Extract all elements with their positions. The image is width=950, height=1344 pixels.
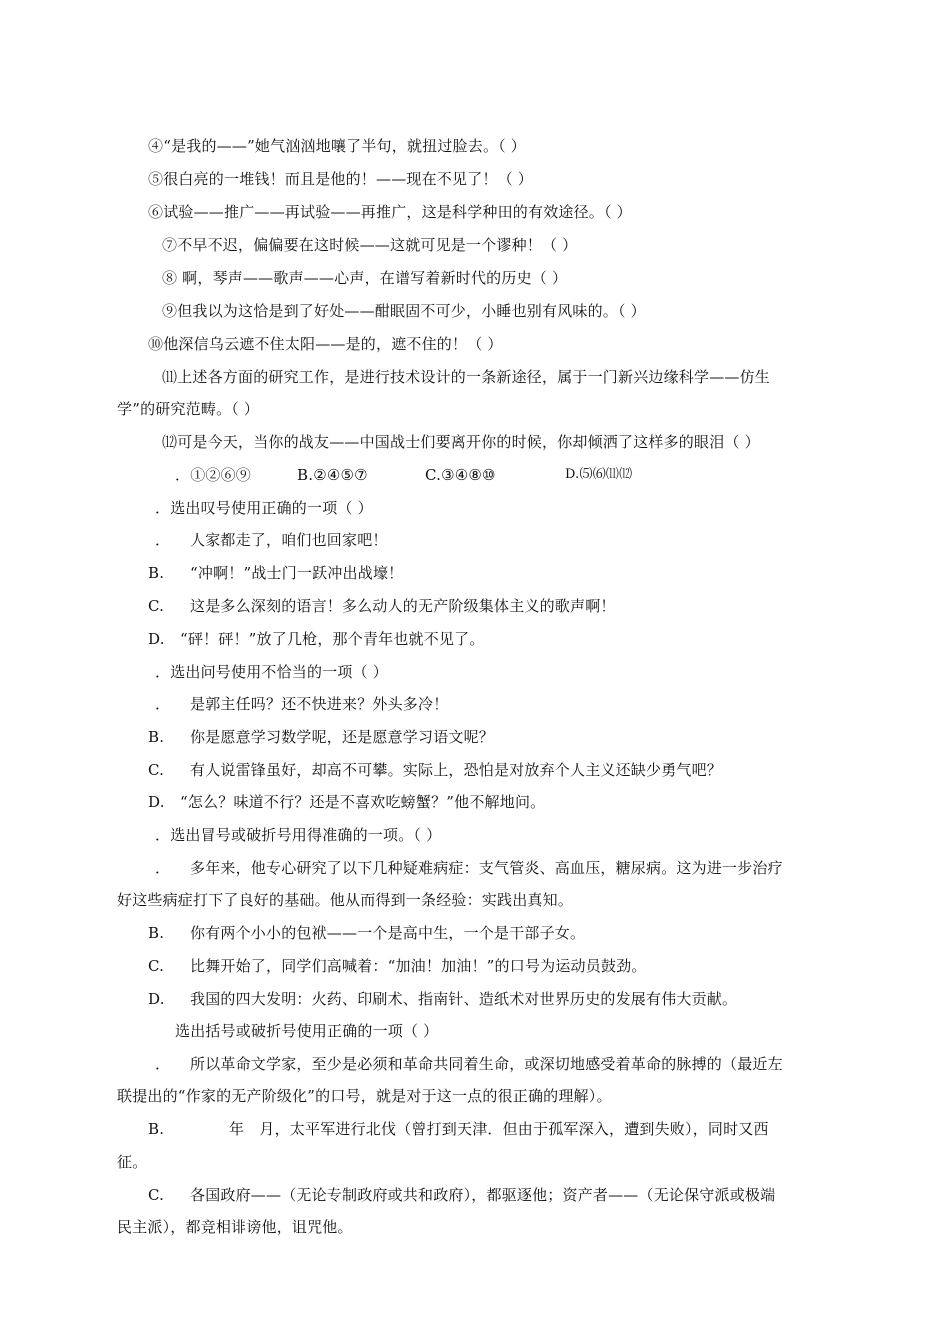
q4-option-d: 我国的四大发明：火药、印刷术、指南针、造纸术对世界历史的发展有伟大贡献。: [190, 990, 738, 1008]
q1-item-11-line2: 学”的研究范畴。（ ）: [117, 400, 260, 418]
q4-option-c: 比舞开始了，同学们高喊着：“加油！加油！”的口号为运动员鼓劲。: [190, 957, 647, 975]
q4-option-a-line2: 好这些病症打下了良好的基础。他从而得到一条经验：实践出真知。: [117, 891, 574, 909]
q2-option-d-label: D.: [148, 630, 165, 648]
q3-option-d: “怎么？味道不行？还是不喜欢吃螃蟹？”他不解地问。: [180, 793, 546, 811]
q5-option-b-label: B.: [148, 1120, 165, 1138]
q3-option-b-label: B.: [148, 728, 165, 746]
q5-option-b-line2: 征。: [117, 1153, 148, 1171]
q2-option-c-label: C.: [148, 597, 165, 615]
q5-option-c-line2: 民主派），都竞相诽谤他，诅咒他。: [117, 1218, 353, 1236]
q5-option-c-label: C.: [148, 1186, 165, 1204]
q2-option-b: “冲啊！”战士门一跃冲出战壕！: [190, 564, 404, 582]
q1-option-d: D.⑸⑹⑾⑿: [565, 467, 633, 482]
q4-stem: ．选出冒号或破折号用得准确的一项。（ ）: [155, 826, 442, 844]
q4-option-b-label: B.: [148, 924, 165, 942]
q2-stem: ．选出叹号使用正确的一项（ ）: [155, 499, 373, 517]
q1-item-8: ⑧ 啊，琴声——歌声——心声，在谱写着新时代的历史（ ）: [162, 269, 568, 287]
q5-option-a-line1: 所以革命文学家，至少是必须和革命共同着生命，或深切地感受着革命的脉搏的（最近左: [190, 1055, 783, 1073]
q4-option-a-line1: 多年来，他专心研究了以下几种疑难病症：支气管炎、高血压，糖尿病。这为进一步治疗: [190, 859, 783, 877]
q2-option-a: 人家都走了，咱们也回家吧！: [190, 531, 388, 549]
q1-item-7: ⑦不早不迟，偏偏要在这时候——这就可见是一个谬种！（ ）: [162, 236, 578, 254]
q4-option-b: 你有两个小小的包袱——一个是高中生，一个是干部子女。: [190, 924, 586, 942]
q3-stem: ．选出问号使用不恰当的一项（ ）: [155, 663, 388, 681]
q5-option-a-line2: 联提出的“作家的无产阶级化”的口号，就是对于这一点的很正确的理解）。: [117, 1087, 612, 1105]
q2-option-a-label: ．: [155, 531, 171, 549]
q1-item-11-line1: ⑾上述各方面的研究工作，是进行技术设计的一条新途径，属于一门新兴边缘科学——仿生: [162, 368, 771, 386]
q1-item-4: ④“是我的——”她气汹汹地嚷了半句，就扭过脸去。（ ）: [148, 137, 527, 155]
q2-option-d: “砰！砰！”放了几枪，那个青年也就不见了。: [180, 630, 485, 648]
q2-option-b-label: B.: [148, 564, 165, 582]
q4-option-c-label: C.: [148, 957, 165, 975]
q5-option-a-label: ．: [155, 1055, 171, 1073]
q1-item-10: ⑩他深信乌云遮不住太阳——是的，遮不住的！（ ）: [148, 335, 503, 353]
q3-option-c-label: C.: [148, 761, 165, 779]
q4-option-d-label: D.: [148, 990, 165, 1008]
q3-option-b: 你是愿意学习数学呢，还是愿意学习语文呢？: [190, 728, 495, 746]
q1-option-a: ．①②⑥⑨: [175, 466, 252, 484]
q1-item-9: ⑨但我以为这恰是到了好处——酣眠固不可少，小睡也别有风味的。（ ）: [162, 302, 646, 320]
q2-option-c: 这是多么深刻的语言！多么动人的无产阶级集体主义的歌声啊！: [190, 597, 616, 615]
q3-option-d-label: D.: [148, 793, 165, 811]
q1-option-b: B.②④⑤⑦: [297, 466, 368, 484]
q3-option-a-label: ．: [155, 695, 171, 713]
q3-option-c: 有人说雷锋虽好，却高不可攀。实际上，恐怕是对放弃个人主义还缺少勇气吧？: [190, 761, 723, 779]
q3-option-a: 是郭主任吗？还不快进来？外头多冷！: [190, 695, 449, 713]
q5-option-c-line1: 各国政府——（无论专制政府或共和政府），都驱逐他；资产者——（无论保守派或极端: [190, 1186, 776, 1204]
q1-item-6: ⑥试验——推广——再试验——再推广，这是科学种田的有效途径。（ ）: [148, 203, 632, 221]
q1-item-5: ⑤很白亮的一堆钱！而且是他的！——现在不见了！（ ）: [148, 170, 533, 188]
q4-option-a-label: ．: [155, 859, 171, 877]
q5-option-b-line1: 年 月，太平军进行北伐（曾打到天津．但由于孤军深入，遭到失败），同时又西: [229, 1120, 769, 1138]
q1-option-c: C.③④⑧⑩: [425, 466, 496, 484]
q5-stem: 选出括号或破折号使用正确的一项（ ）: [175, 1022, 439, 1040]
q1-item-12: ⑿可是今天，当你的战友——中国战士们要离开你的时候，你却倾洒了这样多的眼泪（ ）: [162, 433, 760, 451]
